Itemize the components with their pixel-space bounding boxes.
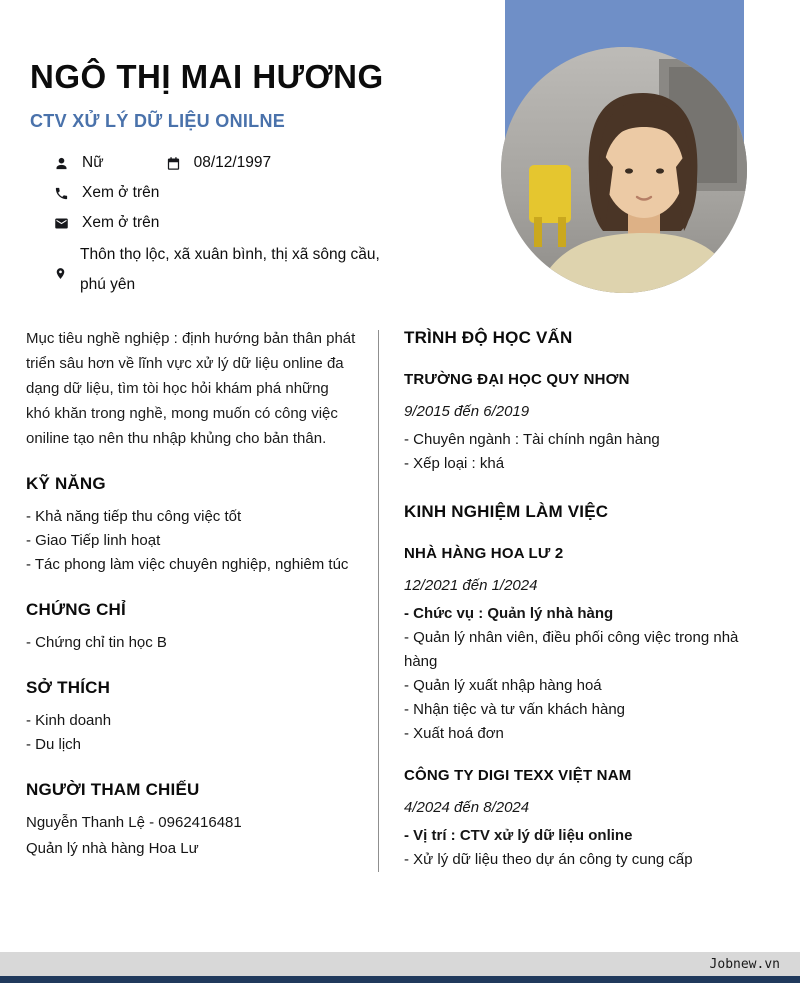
avatar-illustration xyxy=(501,47,747,293)
candidate-name: NGÔ THỊ MAI HƯƠNG xyxy=(30,58,384,95)
job-detail: - Nhận tiệc và tư vấn khách hàng xyxy=(404,701,626,718)
job-period: 12/2021 đến 1/2024 xyxy=(404,577,538,594)
education-period: 9/2015 đến 6/2019 xyxy=(404,403,530,420)
gender-value: Nữ xyxy=(82,154,104,171)
job-period: 4/2024 đến 8/2024 xyxy=(404,799,530,816)
dob-value: 08/12/1997 xyxy=(193,154,272,171)
education-detail: - Xếp loại : khá xyxy=(404,455,505,472)
education-school: TRƯỜNG ĐẠI HỌC QUY NHƠN xyxy=(404,371,630,388)
job-role: - Chức vụ : Quản lý nhà hàng xyxy=(404,605,614,622)
references-heading: NGƯỜI THAM CHIẾU xyxy=(26,780,200,799)
location-pin-icon xyxy=(54,266,67,281)
job-detail: - Xử lý dữ liệu theo dự án công ty cung cấp xyxy=(404,851,693,868)
reference-role: Quản lý nhà hàng Hoa Lư xyxy=(26,840,199,857)
phone-icon xyxy=(54,186,69,201)
footer-brand: Jobnew.vn xyxy=(709,956,780,972)
education-detail: - Chuyên ngành : Tài chính ngân hàng xyxy=(404,431,660,448)
envelope-icon xyxy=(54,216,69,231)
job-company: CÔNG TY DIGI TEXX VIỆT NAM xyxy=(404,767,632,784)
left-column xyxy=(26,326,356,872)
person-icon xyxy=(54,156,69,171)
education-heading: TRÌNH ĐỘ HỌC VẤN xyxy=(404,328,573,347)
profile-photo xyxy=(501,47,747,293)
address-value: Thôn thọ lộc, xã xuân bình, thị xã sông cầu, phú yên xyxy=(80,246,380,293)
dob-group xyxy=(166,154,272,172)
reference-contact: Nguyễn Thanh Lệ - 0962416481 xyxy=(26,814,242,831)
hobby-item: - Du lịch xyxy=(26,736,82,753)
job-detail: - Xuất hoá đơn xyxy=(404,725,504,742)
header xyxy=(0,0,800,314)
calendar-icon xyxy=(166,156,181,171)
skills-heading: KỸ NĂNG xyxy=(26,474,106,493)
skill-item: - Khả năng tiếp thu công việc tốt xyxy=(26,508,242,525)
hobby-item: - Kinh doanh xyxy=(26,712,112,729)
main-content xyxy=(0,314,800,906)
email-value: Xem ở trên xyxy=(82,214,160,231)
hobbies-heading: SỞ THÍCH xyxy=(26,678,111,697)
job-company: NHÀ HÀNG HOA LƯ 2 xyxy=(404,545,564,562)
phone-value: Xem ở trên xyxy=(82,184,160,201)
right-column xyxy=(404,326,770,872)
footer-accent-strip xyxy=(0,976,800,983)
experience-heading: KINH NGHIỆM LÀM VIỆC xyxy=(404,502,609,521)
job-detail: - Quản lý xuất nhập hàng hoá xyxy=(404,677,602,694)
column-divider xyxy=(378,330,379,872)
skill-item: - Tác phong làm việc chuyên nghiệp, nghiêm túc xyxy=(26,556,349,573)
certificates-heading: CHỨNG CHỈ xyxy=(26,600,126,619)
footer-bar xyxy=(0,952,800,976)
job-title: CTV XỬ LÝ DỮ LIỆU ONILNE xyxy=(30,111,286,131)
skill-item: - Giao Tiếp linh hoạt xyxy=(26,532,161,549)
certificate-item: - Chứng chỉ tin học B xyxy=(26,634,167,651)
job-detail: - Quản lý nhân viên, điều phối công việc trong nhà hàng xyxy=(404,629,739,670)
job-role: - Vị trí : CTV xử lý dữ liệu online xyxy=(404,827,633,844)
career-objective: Mục tiêu nghề nghiệp : định hướng bản thân phát triển sâu hơn về lĩnh vực xử lý dữ liệu online đa dạng dữ liệu, tìm tòi học hỏi khám phá những khó khăn trong nghề, mong muốn có công việc oniline tạo nên thu nhập khủng cho bản thân. xyxy=(26,330,356,447)
